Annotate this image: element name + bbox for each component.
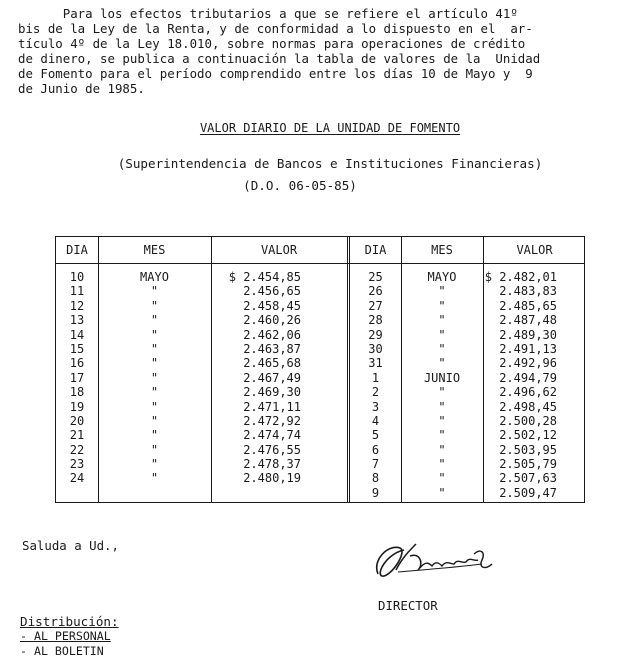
table-cell-valor: 2.476,55: [243, 442, 301, 457]
table-cell-mes: ": [438, 428, 446, 443]
table-cell-dia: 10: [69, 270, 85, 284]
table-cell-mes: ": [438, 399, 446, 414]
table-cell-mes: ": [150, 298, 159, 313]
distribution-item: [20, 644, 111, 659]
intro-paragraph: [18, 6, 618, 96]
distribution-heading: Distribución:: [20, 614, 119, 629]
table-cell-dia: 7: [371, 457, 380, 472]
header-divider: [56, 263, 584, 264]
table-cell-dia: 21: [69, 428, 85, 443]
table-cell-mes: ": [438, 313, 446, 328]
table-cell-valor: 2.491,13: [499, 341, 557, 356]
header-mes-left: MES: [143, 243, 166, 257]
table-cell-valor: 2.469,30: [243, 385, 301, 400]
table-cell-valor: 2.489,30: [499, 327, 557, 342]
table-cell-valor: 2.492,96: [499, 356, 557, 371]
table-cell-mes: ": [438, 471, 446, 486]
table-cell-dia: 23: [69, 457, 85, 472]
intro-line: de dinero, se publica a continuación la tabla de valores de la Unidad: [18, 51, 541, 66]
table-cell-dia: 5: [371, 428, 380, 443]
table-cell-valor: 2.467,49: [243, 370, 301, 385]
table-cell-valor: 2.498,45: [499, 399, 557, 414]
table-cell-mes: ": [150, 370, 159, 385]
intro-line: de Junio de 1985.: [18, 81, 145, 96]
table-cell-dia: 14: [69, 327, 85, 342]
table-cell-valor: $ 2.454,85: [228, 270, 301, 284]
table-cell-mes: ": [150, 457, 159, 472]
table-cell-valor: 2.462,06: [243, 327, 301, 342]
table-cell-dia: 31: [368, 356, 383, 371]
table-cell-mes: ": [438, 413, 446, 428]
table-cell-dia: 16: [69, 356, 85, 371]
table-cell-mes: ": [150, 385, 159, 400]
table-cell-mes: ": [150, 428, 159, 443]
table-cell-mes: JUNIO: [423, 370, 461, 385]
table-cell-mes: ": [438, 284, 446, 299]
table-cell-dia: 13: [69, 313, 85, 328]
table-cell-valor: 2.471,11: [243, 399, 301, 414]
header-valor-right: VALOR: [516, 243, 553, 257]
table-cell-mes: MAYO: [427, 270, 457, 284]
table-cell-valor: 2.502,12: [499, 428, 557, 443]
table-cell-valor: 2.487,48: [499, 313, 557, 328]
table-cell-mes: ": [150, 313, 159, 328]
table-cell-valor: 2.480,19: [243, 471, 301, 486]
right-valor-column: [483, 270, 557, 500]
table-cell-dia: 25: [368, 270, 383, 284]
table-cell-mes: ": [438, 485, 446, 500]
table-cell-dia: 3: [371, 399, 380, 414]
intro-line: bis de la Ley de la Renta, y de conformidad a lo dispuesto en el ar-: [18, 21, 533, 36]
publication-date: (D.O. 06-05-85): [243, 178, 357, 193]
table-cell-mes: ": [150, 413, 159, 428]
left-mes-column: [98, 270, 211, 486]
distribution-item-text: - AL BOLETIN: [20, 644, 104, 658]
table-cell-dia: 12: [69, 298, 85, 313]
table-cell-dia: 6: [371, 442, 380, 457]
table-cell-mes: ": [150, 356, 159, 371]
uf-values-table: [55, 236, 585, 503]
document-title: [0, 121, 630, 135]
table-cell-valor: $ 2.482,01: [484, 270, 557, 284]
table-cell-valor: 2.503,95: [499, 442, 557, 457]
table-cell-dia: 17: [69, 370, 85, 385]
table-cell-valor: 2.500,28: [499, 413, 557, 428]
document-title-text: VALOR DIARIO DE LA UNIDAD DE FOMENTO: [199, 121, 461, 135]
table-cell-dia: 9: [371, 485, 380, 500]
table-cell-valor: 2.458,45: [243, 298, 301, 313]
distribution-item-text: - AL PERSONAL: [20, 629, 111, 643]
table-cell-valor: 2.509,47: [499, 485, 557, 500]
table-cell-dia: 11: [69, 284, 85, 299]
table-cell-mes: ": [150, 399, 159, 414]
table-cell-valor: 2.494,79: [499, 370, 557, 385]
signer-title: DIRECTOR: [378, 598, 438, 613]
table-cell-mes: ": [438, 385, 446, 400]
table-cell-dia: 24: [69, 471, 85, 486]
table-cell-valor: 2.505,79: [499, 457, 557, 472]
table-cell-mes: ": [438, 298, 446, 313]
table-cell-valor: 2.507,63: [499, 471, 557, 486]
table-cell-valor: 2.483,83: [499, 284, 557, 299]
table-cell-valor: 2.496,62: [499, 385, 557, 400]
right-mes-column: [401, 270, 483, 500]
intro-line: Para los efectos tributarios a que se refiere el artículo 41º: [18, 6, 518, 21]
distribution-list: [20, 629, 111, 659]
table-cell-valor: 2.478,37: [243, 457, 301, 472]
left-valor-column: [211, 270, 301, 486]
table-cell-mes: ": [150, 327, 159, 342]
intro-line: de Fomento para el período comprendido entre los días 10 de Mayo y 9: [18, 66, 533, 81]
left-dia-column: [56, 270, 98, 486]
table-cell-mes: ": [150, 341, 159, 356]
table-cell-mes: ": [150, 442, 159, 457]
table-cell-dia: 22: [69, 442, 85, 457]
table-cell-mes: ": [438, 341, 446, 356]
table-cell-dia: 2: [371, 385, 380, 400]
table-cell-dia: 19: [69, 399, 85, 414]
table-cell-dia: 28: [368, 313, 383, 328]
table-cell-mes: ": [438, 356, 446, 371]
header-dia-left: DIA: [66, 243, 88, 257]
document-subtitle: (Superintendencia de Bancos e Instituciones Financieras): [117, 156, 543, 171]
header-valor-left: VALOR: [260, 243, 298, 257]
distribution-item: [20, 629, 111, 644]
table-cell-dia: 4: [371, 413, 380, 428]
table-cell-valor: 2.463,87: [243, 341, 301, 356]
header-mes-right: MES: [431, 243, 453, 257]
table-cell-dia: 20: [69, 413, 85, 428]
table-cell-valor: 2.485,65: [499, 298, 557, 313]
table-cell-mes: ": [438, 457, 446, 472]
closing-salutation: Saluda a Ud.,: [22, 538, 119, 553]
intro-line: tículo 4º de la Ley 18.010, sobre normas para operaciones de crédito: [18, 36, 526, 51]
table-cell-dia: 1: [371, 370, 380, 385]
table-cell-dia: 8: [371, 471, 380, 486]
table-cell-dia: 15: [69, 341, 85, 356]
table-cell-valor: 2.474,74: [243, 428, 301, 443]
table-cell-mes: ": [438, 442, 446, 457]
table-cell-valor: 2.456,65: [243, 284, 301, 299]
table-cell-valor: 2.465,68: [243, 356, 301, 371]
table-cell-valor: 2.472,92: [243, 413, 301, 428]
table-cell-mes: ": [150, 471, 159, 486]
table-cell-dia: 26: [368, 284, 383, 299]
handwritten-signature-icon: [370, 530, 500, 590]
table-cell-mes: MAYO: [140, 270, 169, 284]
table-cell-dia: 18: [69, 385, 85, 400]
header-dia-right: DIA: [364, 243, 387, 257]
right-dia-column: [350, 270, 401, 500]
table-cell-dia: 29: [368, 327, 383, 342]
table-cell-mes: ": [438, 327, 446, 342]
table-cell-valor: 2.460,26: [243, 313, 301, 328]
table-cell-dia: 27: [368, 298, 383, 313]
table-cell-dia: 30: [368, 341, 383, 356]
table-cell-mes: ": [150, 284, 159, 299]
